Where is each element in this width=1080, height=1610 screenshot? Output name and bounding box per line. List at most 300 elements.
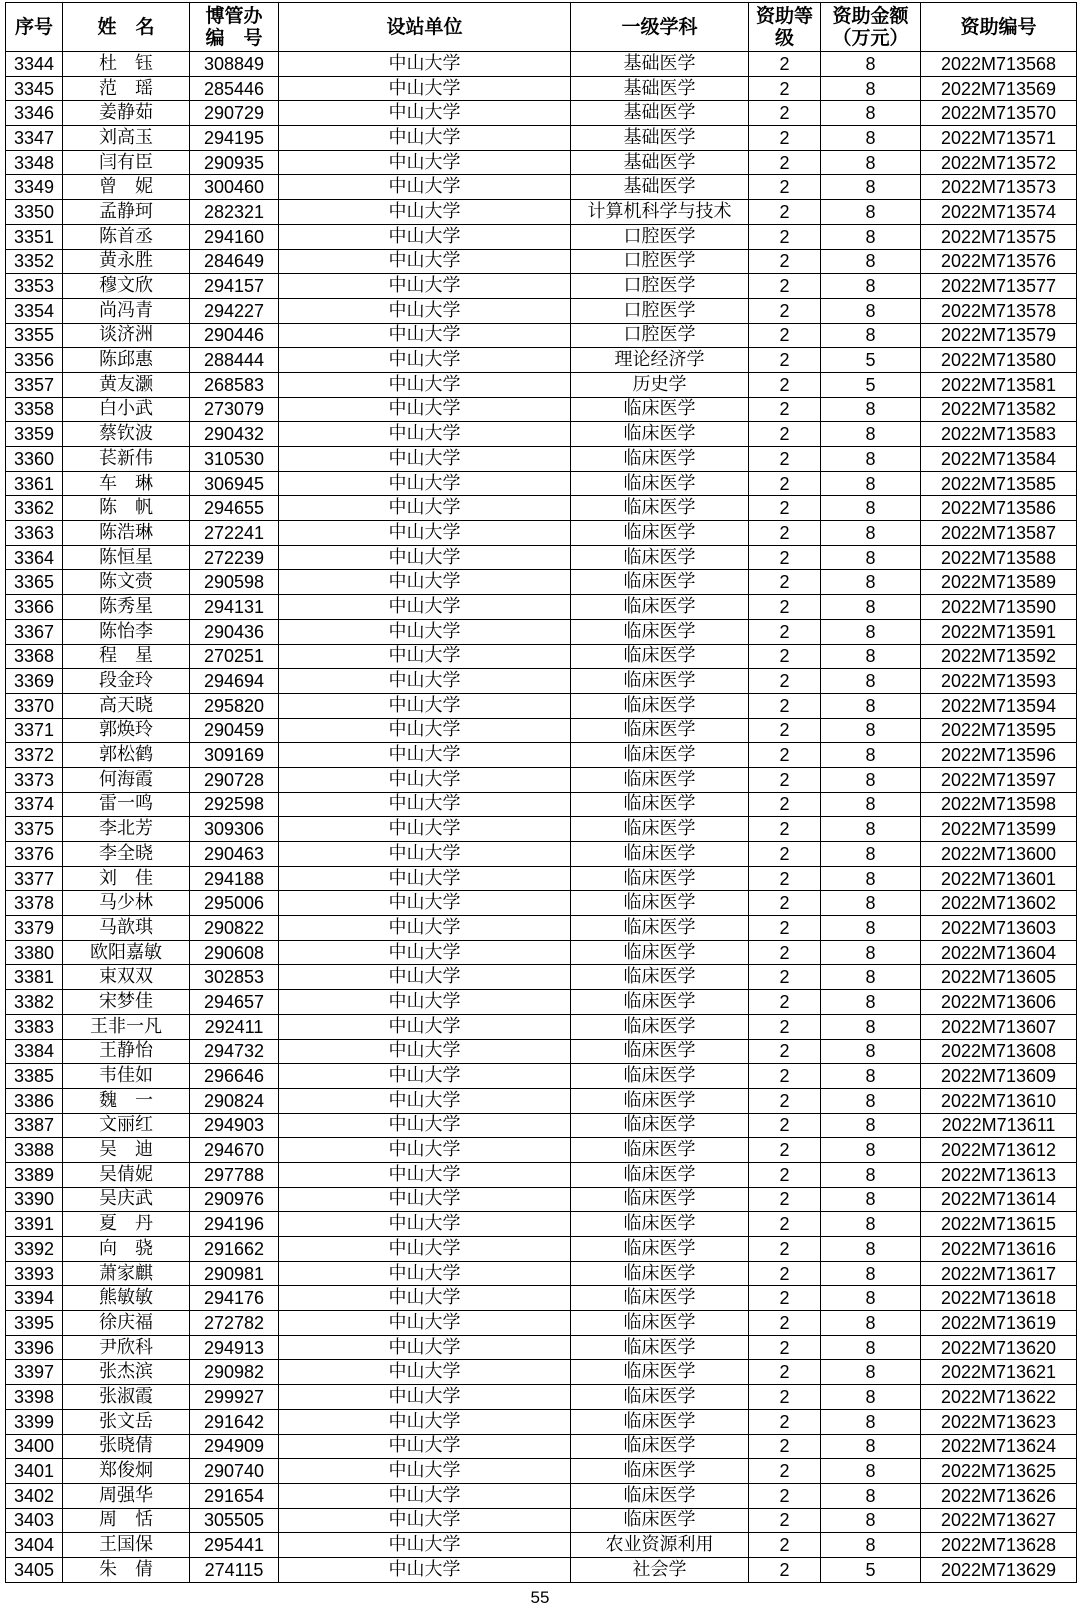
cell-grade: 2 — [749, 1039, 821, 1064]
cell-seq: 3346 — [6, 101, 63, 126]
cell-subject: 临床医学 — [571, 842, 749, 867]
cell-grade: 2 — [749, 545, 821, 570]
cell-seq: 3389 — [6, 1162, 63, 1187]
table-row — [6, 1187, 1077, 1212]
cell-amount: 8 — [821, 669, 921, 694]
cell-amount: 8 — [821, 298, 921, 323]
cell-unit: 中山大学 — [279, 1187, 571, 1212]
cell-amount: 8 — [821, 693, 921, 718]
cell-seq: 3387 — [6, 1113, 63, 1138]
cell-unit: 中山大学 — [279, 1014, 571, 1039]
cell-grant-code: 2022M713599 — [921, 817, 1077, 842]
cell-unit: 中山大学 — [279, 792, 571, 817]
cell-grant-code: 2022M713577 — [921, 274, 1077, 299]
cell-seq: 3361 — [6, 471, 63, 496]
cell-amount: 8 — [821, 126, 921, 151]
cell-bgb-id: 294655 — [190, 496, 279, 521]
cell-unit: 中山大学 — [279, 1335, 571, 1360]
table-row — [6, 521, 1077, 546]
cell-name: 王静怡 — [63, 1039, 190, 1064]
table-row — [6, 718, 1077, 743]
cell-name: 韦佳如 — [63, 1064, 190, 1089]
cell-bgb-id: 290436 — [190, 619, 279, 644]
cell-amount: 8 — [821, 76, 921, 101]
cell-unit: 中山大学 — [279, 1533, 571, 1558]
cell-subject: 临床医学 — [571, 743, 749, 768]
table-row — [6, 1483, 1077, 1508]
cell-name: 魏 一 — [63, 1088, 190, 1113]
cell-name: 文丽红 — [63, 1113, 190, 1138]
cell-grant-code: 2022M713591 — [921, 619, 1077, 644]
cell-subject: 临床医学 — [571, 940, 749, 965]
cell-seq: 3392 — [6, 1237, 63, 1262]
cell-grant-code: 2022M713629 — [921, 1557, 1077, 1582]
cell-name: 吴庆武 — [63, 1187, 190, 1212]
cell-unit: 中山大学 — [279, 1434, 571, 1459]
table-row — [6, 496, 1077, 521]
cell-amount: 8 — [821, 274, 921, 299]
cell-name: 陈浩琳 — [63, 521, 190, 546]
cell-bgb-id: 302853 — [190, 965, 279, 990]
cell-seq: 3390 — [6, 1187, 63, 1212]
cell-amount: 8 — [821, 842, 921, 867]
cell-seq: 3400 — [6, 1434, 63, 1459]
cell-bgb-id: 274115 — [190, 1557, 279, 1582]
cell-seq: 3350 — [6, 200, 63, 225]
table-row — [6, 1088, 1077, 1113]
table-row — [6, 866, 1077, 891]
cell-grade: 2 — [749, 718, 821, 743]
cell-bgb-id: 270251 — [190, 644, 279, 669]
cell-name: 段金玲 — [63, 669, 190, 694]
cell-name: 曾 妮 — [63, 175, 190, 200]
cell-bgb-id: 294160 — [190, 224, 279, 249]
cell-grade: 2 — [749, 76, 821, 101]
cell-subject: 历史学 — [571, 372, 749, 397]
cell-name: 郭松鹤 — [63, 743, 190, 768]
cell-amount: 8 — [821, 1483, 921, 1508]
cell-subject: 临床医学 — [571, 1138, 749, 1163]
table-row — [6, 1409, 1077, 1434]
table-row — [6, 348, 1077, 373]
cell-name: 孟静珂 — [63, 200, 190, 225]
cell-bgb-id: 273079 — [190, 397, 279, 422]
cell-grade: 2 — [749, 1286, 821, 1311]
cell-unit: 中山大学 — [279, 274, 571, 299]
cell-unit: 中山大学 — [279, 1385, 571, 1410]
cell-grant-code: 2022M713600 — [921, 842, 1077, 867]
cell-seq: 3402 — [6, 1483, 63, 1508]
cell-seq: 3353 — [6, 274, 63, 299]
cell-grade: 2 — [749, 274, 821, 299]
cell-unit: 中山大学 — [279, 866, 571, 891]
cell-subject: 临床医学 — [571, 1286, 749, 1311]
cell-grade: 2 — [749, 1335, 821, 1360]
cell-seq: 3397 — [6, 1360, 63, 1385]
cell-amount: 5 — [821, 348, 921, 373]
cell-subject: 临床医学 — [571, 767, 749, 792]
cell-bgb-id: 291642 — [190, 1409, 279, 1434]
cell-subject: 口腔医学 — [571, 274, 749, 299]
table-row — [6, 619, 1077, 644]
header-amount-line2: （万元） — [832, 27, 909, 49]
table-row — [6, 101, 1077, 126]
cell-subject: 临床医学 — [571, 595, 749, 620]
cell-unit: 中山大学 — [279, 175, 571, 200]
cell-name: 王非一凡 — [63, 1014, 190, 1039]
cell-grade: 2 — [749, 1557, 821, 1582]
cell-subject: 基础医学 — [571, 52, 749, 77]
cell-amount: 8 — [821, 792, 921, 817]
cell-grade: 2 — [749, 175, 821, 200]
cell-subject: 临床医学 — [571, 1311, 749, 1336]
header-grade-line2: 级 — [774, 27, 794, 49]
cell-seq: 3375 — [6, 817, 63, 842]
cell-name: 雷一鸣 — [63, 792, 190, 817]
cell-grade: 2 — [749, 422, 821, 447]
cell-name: 张淑霞 — [63, 1385, 190, 1410]
table-row — [6, 1212, 1077, 1237]
cell-unit: 中山大学 — [279, 101, 571, 126]
cell-seq: 3386 — [6, 1088, 63, 1113]
table-row — [6, 965, 1077, 990]
cell-bgb-id: 294732 — [190, 1039, 279, 1064]
cell-subject: 计算机科学与技术 — [571, 200, 749, 225]
cell-grant-code: 2022M713570 — [921, 101, 1077, 126]
cell-subject: 临床医学 — [571, 1335, 749, 1360]
cell-name: 白小武 — [63, 397, 190, 422]
cell-grant-code: 2022M713604 — [921, 940, 1077, 965]
table-row — [6, 891, 1077, 916]
cell-grant-code: 2022M713601 — [921, 866, 1077, 891]
cell-grade: 2 — [749, 372, 821, 397]
table-row — [6, 817, 1077, 842]
cell-bgb-id: 288444 — [190, 348, 279, 373]
cell-subject: 临床医学 — [571, 570, 749, 595]
funding-list-table — [5, 2, 1077, 1583]
cell-grade: 2 — [749, 693, 821, 718]
cell-amount: 8 — [821, 644, 921, 669]
cell-seq: 3344 — [6, 52, 63, 77]
cell-grant-code: 2022M713574 — [921, 200, 1077, 225]
cell-grade: 2 — [749, 743, 821, 768]
cell-unit: 中山大学 — [279, 1162, 571, 1187]
cell-grant-code: 2022M713603 — [921, 916, 1077, 941]
cell-unit: 中山大学 — [279, 990, 571, 1015]
cell-bgb-id: 272782 — [190, 1311, 279, 1336]
cell-amount: 8 — [821, 619, 921, 644]
cell-grade: 2 — [749, 1360, 821, 1385]
cell-name: 穆文欣 — [63, 274, 190, 299]
table-row — [6, 693, 1077, 718]
cell-bgb-id: 290976 — [190, 1187, 279, 1212]
cell-grant-code: 2022M713586 — [921, 496, 1077, 521]
cell-unit: 中山大学 — [279, 1064, 571, 1089]
cell-amount: 8 — [821, 1335, 921, 1360]
cell-grade: 2 — [749, 1088, 821, 1113]
cell-subject: 临床医学 — [571, 1113, 749, 1138]
cell-subject: 临床医学 — [571, 792, 749, 817]
cell-seq: 3398 — [6, 1385, 63, 1410]
cell-name: 杜 钰 — [63, 52, 190, 77]
table-row — [6, 1557, 1077, 1582]
cell-bgb-id: 290463 — [190, 842, 279, 867]
cell-grant-code: 2022M713575 — [921, 224, 1077, 249]
table-row — [6, 792, 1077, 817]
cell-subject: 临床医学 — [571, 891, 749, 916]
cell-seq: 3403 — [6, 1508, 63, 1533]
cell-unit: 中山大学 — [279, 76, 571, 101]
cell-seq: 3382 — [6, 990, 63, 1015]
cell-bgb-id: 295441 — [190, 1533, 279, 1558]
cell-seq: 3391 — [6, 1212, 63, 1237]
cell-unit: 中山大学 — [279, 619, 571, 644]
cell-unit: 中山大学 — [279, 150, 571, 175]
cell-bgb-id: 294670 — [190, 1138, 279, 1163]
table-row — [6, 1533, 1077, 1558]
cell-bgb-id: 295006 — [190, 891, 279, 916]
cell-amount: 8 — [821, 570, 921, 595]
cell-grant-code: 2022M713610 — [921, 1088, 1077, 1113]
cell-seq: 3405 — [6, 1557, 63, 1582]
header-amount — [821, 3, 921, 52]
table-row — [6, 1360, 1077, 1385]
table-row — [6, 1286, 1077, 1311]
cell-grade: 2 — [749, 1162, 821, 1187]
cell-grant-code: 2022M713583 — [921, 422, 1077, 447]
cell-unit: 中山大学 — [279, 126, 571, 151]
cell-amount: 8 — [821, 101, 921, 126]
cell-grade: 2 — [749, 150, 821, 175]
cell-name: 周强华 — [63, 1483, 190, 1508]
cell-name: 陈 帆 — [63, 496, 190, 521]
cell-unit: 中山大学 — [279, 298, 571, 323]
cell-amount: 8 — [821, 767, 921, 792]
cell-name: 郭焕玲 — [63, 718, 190, 743]
cell-seq: 3363 — [6, 521, 63, 546]
table-row — [6, 545, 1077, 570]
cell-grant-code: 2022M713611 — [921, 1113, 1077, 1138]
cell-subject: 临床医学 — [571, 1409, 749, 1434]
cell-name: 姜静茹 — [63, 101, 190, 126]
table-row — [6, 1014, 1077, 1039]
cell-unit: 中山大学 — [279, 249, 571, 274]
cell-grant-code: 2022M713624 — [921, 1434, 1077, 1459]
cell-amount: 8 — [821, 224, 921, 249]
table-row — [6, 224, 1077, 249]
cell-grant-code: 2022M713584 — [921, 447, 1077, 472]
cell-name: 张晓倩 — [63, 1434, 190, 1459]
cell-name: 王国保 — [63, 1533, 190, 1558]
cell-grant-code: 2022M713569 — [921, 76, 1077, 101]
cell-grade: 2 — [749, 323, 821, 348]
table-row — [6, 249, 1077, 274]
cell-bgb-id: 294188 — [190, 866, 279, 891]
cell-seq: 3359 — [6, 422, 63, 447]
table-row — [6, 298, 1077, 323]
cell-bgb-id: 290446 — [190, 323, 279, 348]
cell-name: 黄友灏 — [63, 372, 190, 397]
cell-grade: 2 — [749, 570, 821, 595]
cell-name: 高天晓 — [63, 693, 190, 718]
table-row — [6, 200, 1077, 225]
table-row — [6, 274, 1077, 299]
cell-amount: 8 — [821, 866, 921, 891]
cell-subject: 临床医学 — [571, 1434, 749, 1459]
cell-name: 张杰滨 — [63, 1360, 190, 1385]
cell-grade: 2 — [749, 619, 821, 644]
cell-seq: 3371 — [6, 718, 63, 743]
cell-unit: 中山大学 — [279, 693, 571, 718]
cell-subject: 临床医学 — [571, 718, 749, 743]
cell-unit: 中山大学 — [279, 521, 571, 546]
cell-bgb-id: 290740 — [190, 1459, 279, 1484]
cell-seq: 3396 — [6, 1335, 63, 1360]
page-number: 55 — [530, 1588, 550, 1607]
cell-bgb-id: 292598 — [190, 792, 279, 817]
cell-amount: 8 — [821, 965, 921, 990]
cell-unit: 中山大学 — [279, 1483, 571, 1508]
table-row — [6, 1064, 1077, 1089]
cell-grade: 2 — [749, 1237, 821, 1262]
cell-subject: 临床医学 — [571, 1039, 749, 1064]
cell-unit: 中山大学 — [279, 1088, 571, 1113]
cell-grade: 2 — [749, 249, 821, 274]
cell-subject: 临床医学 — [571, 521, 749, 546]
cell-name: 尚冯青 — [63, 298, 190, 323]
cell-bgb-id: 290981 — [190, 1261, 279, 1286]
header-bgb-id — [190, 3, 279, 52]
cell-amount: 8 — [821, 718, 921, 743]
cell-grant-code: 2022M713614 — [921, 1187, 1077, 1212]
cell-amount: 8 — [821, 1508, 921, 1533]
cell-amount: 8 — [821, 916, 921, 941]
cell-grant-code: 2022M713622 — [921, 1385, 1077, 1410]
cell-seq: 3379 — [6, 916, 63, 941]
cell-seq: 3368 — [6, 644, 63, 669]
table-row — [6, 940, 1077, 965]
cell-grade: 2 — [749, 866, 821, 891]
cell-grant-code: 2022M713578 — [921, 298, 1077, 323]
cell-seq: 3383 — [6, 1014, 63, 1039]
cell-unit: 中山大学 — [279, 471, 571, 496]
cell-name: 刘 佳 — [63, 866, 190, 891]
cell-grade: 2 — [749, 1014, 821, 1039]
cell-bgb-id: 294157 — [190, 274, 279, 299]
cell-amount: 8 — [821, 1409, 921, 1434]
cell-seq: 3376 — [6, 842, 63, 867]
cell-bgb-id: 309306 — [190, 817, 279, 842]
cell-unit: 中山大学 — [279, 570, 571, 595]
cell-seq: 3404 — [6, 1533, 63, 1558]
cell-bgb-id: 308849 — [190, 52, 279, 77]
cell-amount: 8 — [821, 496, 921, 521]
cell-name: 李全晓 — [63, 842, 190, 867]
header-grade-line1: 资助等 — [755, 5, 813, 27]
cell-grant-code: 2022M713626 — [921, 1483, 1077, 1508]
header-grant-code: 资助编号 — [921, 3, 1077, 52]
cell-unit: 中山大学 — [279, 372, 571, 397]
cell-grade: 2 — [749, 1459, 821, 1484]
cell-amount: 8 — [821, 521, 921, 546]
table-row — [6, 1459, 1077, 1484]
cell-name: 车 琳 — [63, 471, 190, 496]
cell-seq: 3365 — [6, 570, 63, 595]
cell-seq: 3356 — [6, 348, 63, 373]
cell-name: 夏 丹 — [63, 1212, 190, 1237]
cell-bgb-id: 296646 — [190, 1064, 279, 1089]
cell-unit: 中山大学 — [279, 1286, 571, 1311]
cell-seq: 3345 — [6, 76, 63, 101]
cell-grade: 2 — [749, 126, 821, 151]
cell-name: 陈文赍 — [63, 570, 190, 595]
cell-amount: 8 — [821, 471, 921, 496]
cell-subject: 口腔医学 — [571, 323, 749, 348]
cell-grade: 2 — [749, 1385, 821, 1410]
cell-grade: 2 — [749, 965, 821, 990]
cell-amount: 8 — [821, 200, 921, 225]
cell-unit: 中山大学 — [279, 817, 571, 842]
cell-amount: 8 — [821, 1039, 921, 1064]
cell-subject: 临床医学 — [571, 669, 749, 694]
table-row — [6, 323, 1077, 348]
cell-name: 马少林 — [63, 891, 190, 916]
cell-unit: 中山大学 — [279, 1508, 571, 1533]
cell-subject: 农业资源利用 — [571, 1533, 749, 1558]
cell-unit: 中山大学 — [279, 940, 571, 965]
cell-amount: 8 — [821, 1533, 921, 1558]
table-row — [6, 595, 1077, 620]
cell-grant-code: 2022M713612 — [921, 1138, 1077, 1163]
cell-grant-code: 2022M713623 — [921, 1409, 1077, 1434]
cell-bgb-id: 290982 — [190, 1360, 279, 1385]
cell-subject: 基础医学 — [571, 175, 749, 200]
cell-grant-code: 2022M713590 — [921, 595, 1077, 620]
cell-unit: 中山大学 — [279, 1261, 571, 1286]
cell-seq: 3378 — [6, 891, 63, 916]
cell-grant-code: 2022M713605 — [921, 965, 1077, 990]
cell-seq: 3360 — [6, 447, 63, 472]
cell-grant-code: 2022M713589 — [921, 570, 1077, 595]
header-subject: 一级学科 — [571, 3, 749, 52]
cell-grade: 2 — [749, 792, 821, 817]
cell-unit: 中山大学 — [279, 200, 571, 225]
cell-seq: 3372 — [6, 743, 63, 768]
cell-seq: 3399 — [6, 1409, 63, 1434]
table-row — [6, 842, 1077, 867]
cell-bgb-id: 290729 — [190, 101, 279, 126]
table-row — [6, 1261, 1077, 1286]
cell-subject: 临床医学 — [571, 545, 749, 570]
cell-bgb-id: 306945 — [190, 471, 279, 496]
table-row — [6, 150, 1077, 175]
cell-amount: 8 — [821, 817, 921, 842]
header-seq: 序号 — [6, 3, 63, 52]
cell-name: 陈邱惠 — [63, 348, 190, 373]
cell-seq: 3369 — [6, 669, 63, 694]
cell-amount: 8 — [821, 743, 921, 768]
cell-grade: 2 — [749, 1311, 821, 1336]
cell-grant-code: 2022M713620 — [921, 1335, 1077, 1360]
cell-grant-code: 2022M713572 — [921, 150, 1077, 175]
cell-bgb-id: 282321 — [190, 200, 279, 225]
cell-bgb-id: 290935 — [190, 150, 279, 175]
cell-name: 陈首丞 — [63, 224, 190, 249]
cell-unit: 中山大学 — [279, 767, 571, 792]
cell-unit: 中山大学 — [279, 422, 571, 447]
cell-amount: 8 — [821, 52, 921, 77]
cell-seq: 3401 — [6, 1459, 63, 1484]
